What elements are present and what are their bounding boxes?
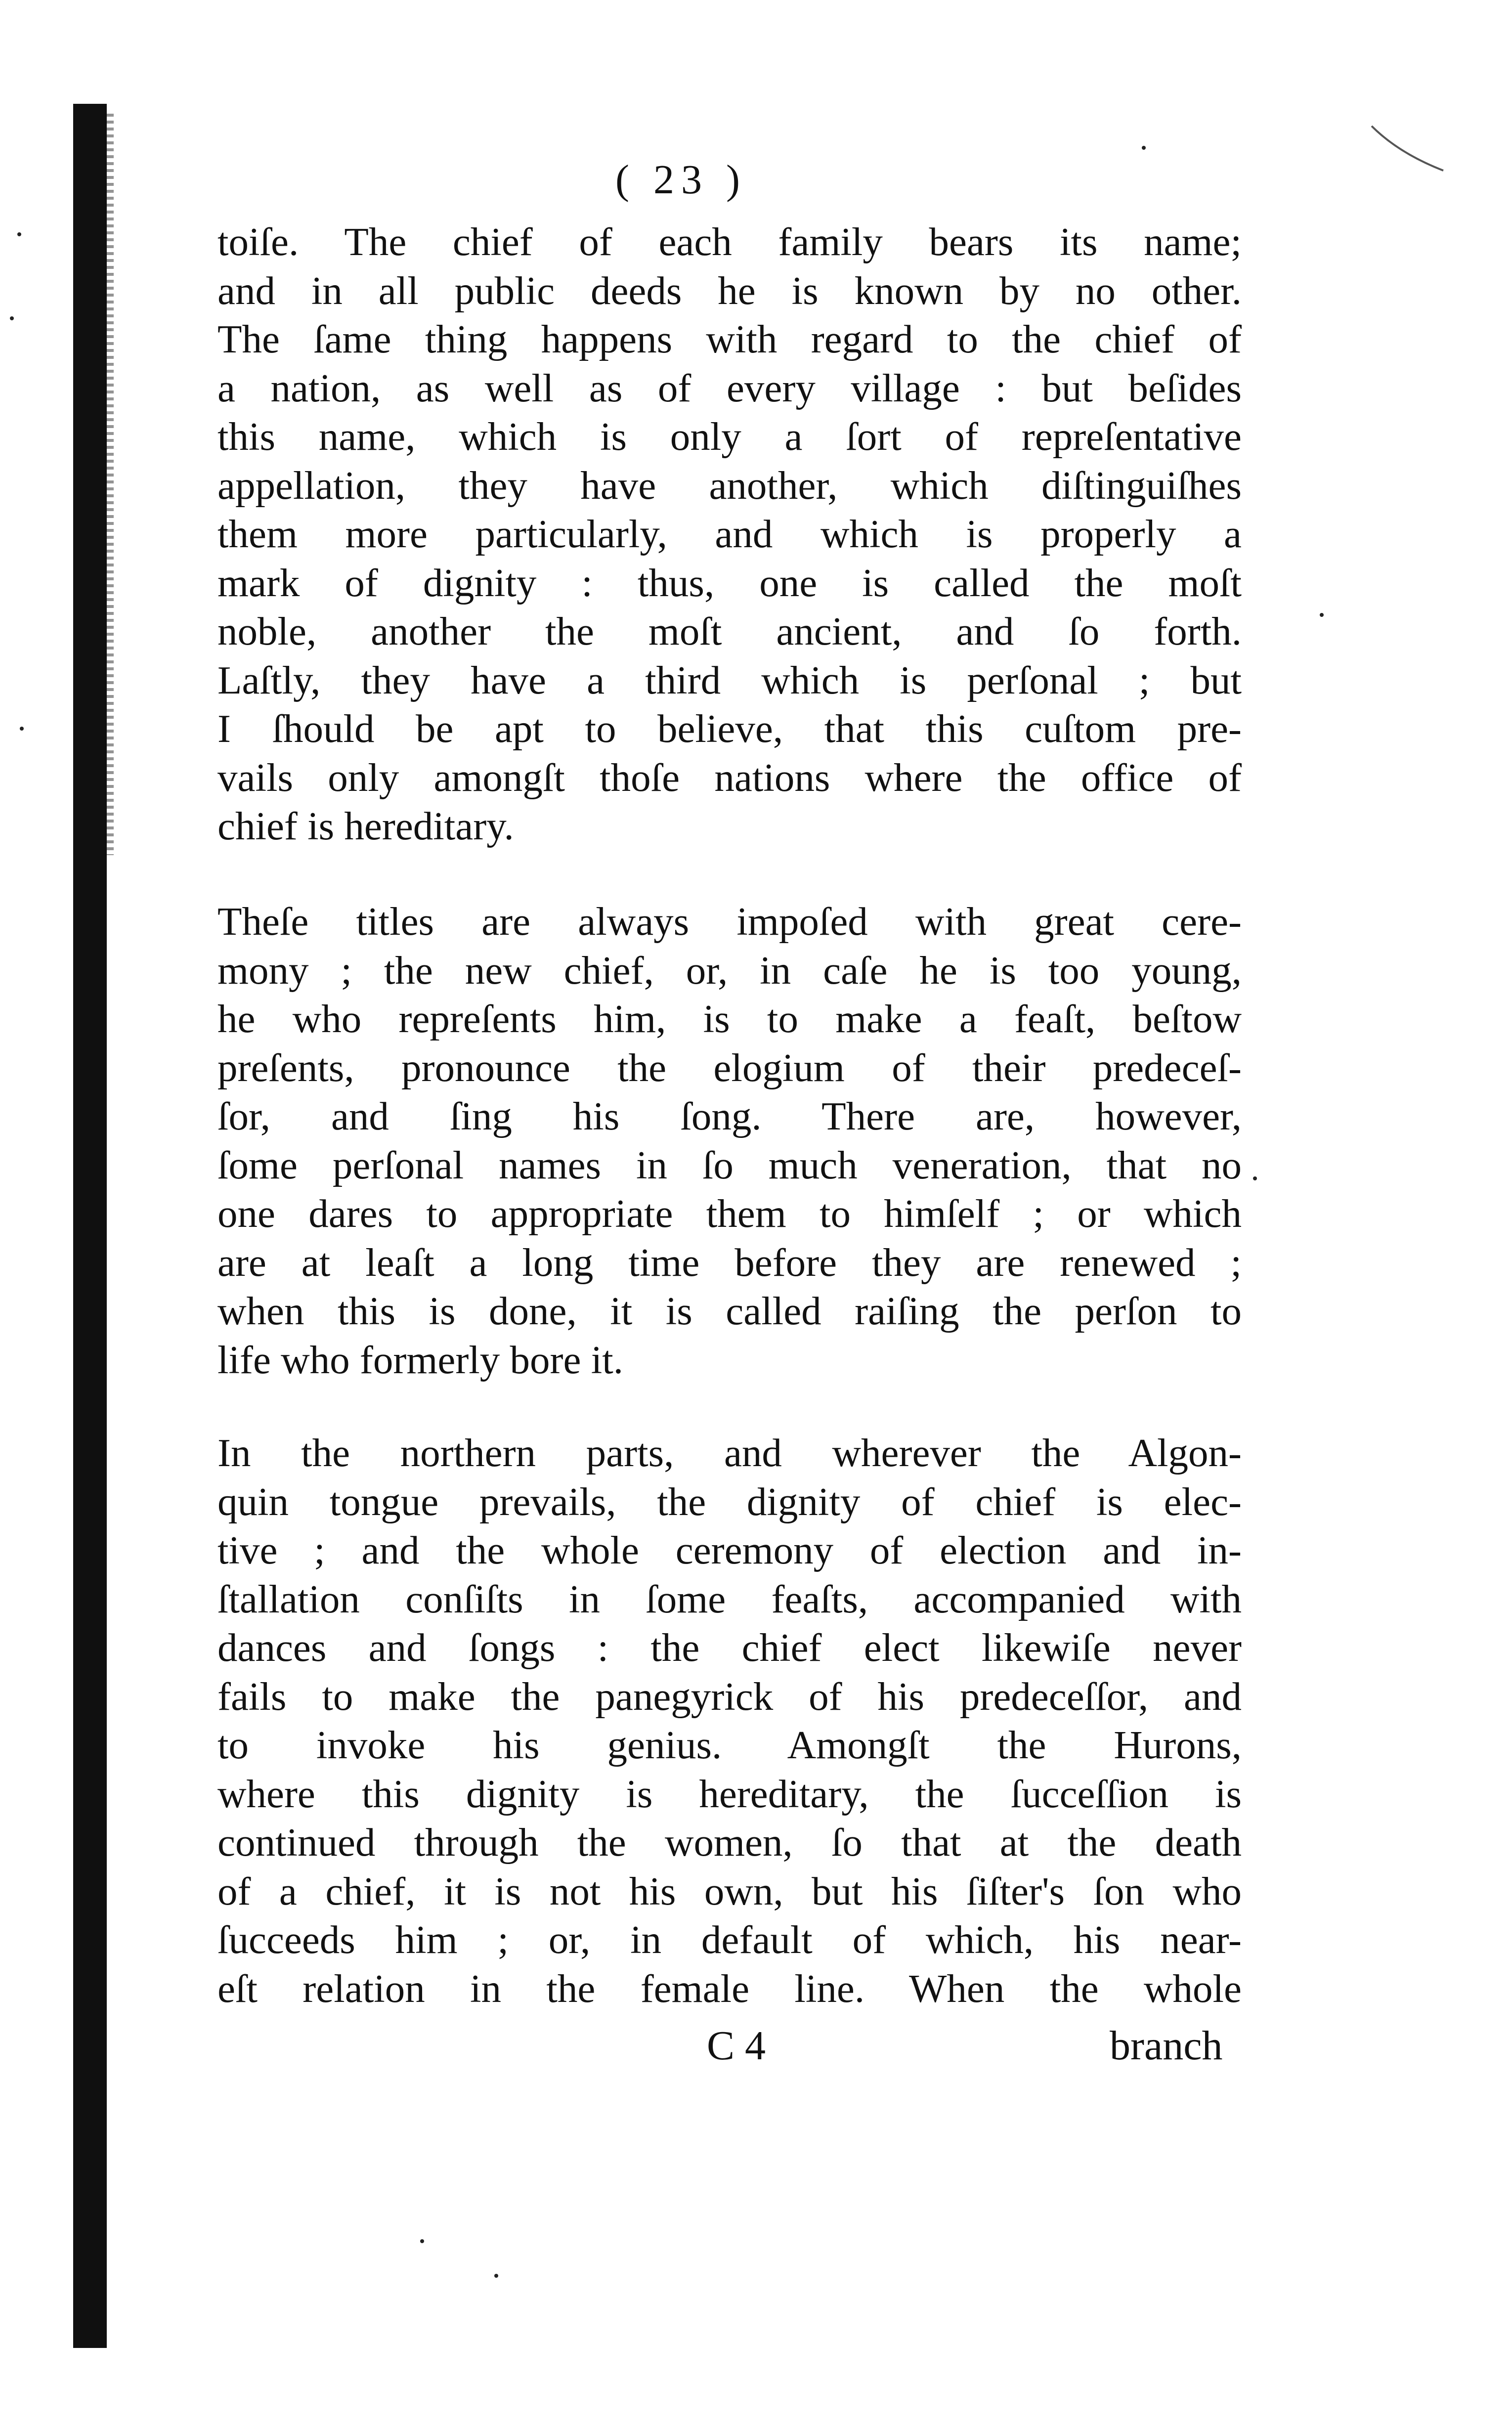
signature-mark: C 4: [707, 2023, 766, 2069]
text-line: preſents, pronounce the elogium of their predeceſ-: [217, 1045, 1242, 1090]
text-line: are at leaſt a long time before they are renewed ;: [217, 1240, 1242, 1285]
text-line: fails to make the panegyrick of his predeceſſor, and: [217, 1674, 1242, 1719]
margin-speck: [1142, 146, 1146, 150]
text-line: The ſame thing happens with regard to the chief of: [217, 317, 1242, 361]
text-line: chief is hereditary.: [217, 804, 514, 848]
text-line: of a chief, it is not his own, but his ſiſter's ſon who: [217, 1868, 1242, 1913]
text-line: Theſe titles are always impoſed with great cere-: [217, 899, 1242, 944]
text-line: In the northern parts, and wherever the Algon-: [217, 1431, 1242, 1475]
margin-speck: [10, 316, 14, 320]
margin-speck: [17, 232, 21, 236]
binding-gutter-shadow: [73, 104, 107, 2348]
margin-speck: [1320, 613, 1324, 617]
paragraph-3: [217, 1429, 1242, 2013]
text-line: ſome perſonal names in ſo much veneration, that no: [217, 1142, 1242, 1187]
text-line: quin tongue prevails, the dignity of chief is elec-: [217, 1479, 1242, 1524]
text-line: where this dignity is hereditary, the ſucceſſion is: [217, 1771, 1242, 1816]
paragraph-2: [217, 897, 1242, 1384]
text-line: a nation, as well as of every village : but beſides: [217, 365, 1242, 410]
text-line: ſtallation conſiſts in ſome feaſts, accompanied with: [217, 1576, 1242, 1621]
catchword: branch: [1110, 2023, 1223, 2069]
text-line: them more particularly, and which is properly a: [217, 512, 1242, 556]
page-number: ( 23 ): [615, 157, 747, 203]
binding-gutter-edge: [107, 114, 114, 855]
text-line: mark of dignity : thus, one is called the moſt: [217, 560, 1242, 605]
text-line: to invoke his genius. Amongſt the Hurons,: [217, 1723, 1242, 1767]
text-line: this name, which is only a ſort of repreſentative: [217, 414, 1242, 459]
text-line: I ſhould be apt to believe, that this cuſtom pre-: [217, 706, 1242, 751]
text-line: and in all public deeds he is known by no other.: [217, 268, 1242, 313]
margin-speck: [494, 2274, 498, 2278]
text-line: ſor, and ſing his ſong. There are, however,: [217, 1094, 1242, 1138]
text-line: mony ; the new chief, or, in caſe he is too young,: [217, 948, 1242, 993]
text-line: when this is done, it is called raiſing the perſon to: [217, 1289, 1242, 1333]
text-line: tive ; and the whole ceremony of election and in-: [217, 1528, 1242, 1572]
paragraph-1: [217, 217, 1242, 851]
text-line: continued through the women, ſo that at the death: [217, 1820, 1242, 1865]
margin-speck: [420, 2239, 424, 2243]
margin-speck: [20, 727, 24, 731]
margin-speck: [1253, 1176, 1257, 1180]
text-line: he who repreſents him, is to make a feaſt, beſtow: [217, 997, 1242, 1041]
text-line: life who formerly bore it.: [217, 1337, 623, 1382]
text-line: noble, another the moſt ancient, and ſo forth.: [217, 609, 1242, 653]
text-line: toiſe. The chief of each family bears its name;: [217, 219, 1242, 264]
text-line: appellation, they have another, which diſtinguiſhes: [217, 463, 1242, 508]
corner-pencil-mark: [1369, 124, 1448, 178]
text-line: ſucceeds him ; or, in default of which, his near-: [217, 1917, 1242, 1962]
text-line: eſt relation in the female line. When the whole: [217, 1966, 1242, 2011]
text-line: vails only amongſt thoſe nations where the office of: [217, 755, 1242, 800]
text-line: dances and ſongs : the chief elect likewiſe never: [217, 1625, 1242, 1670]
text-line: Laſtly, they have a third which is perſonal ; but: [217, 657, 1242, 702]
text-line: one dares to appropriate them to himſelf ; or which: [217, 1191, 1242, 1236]
